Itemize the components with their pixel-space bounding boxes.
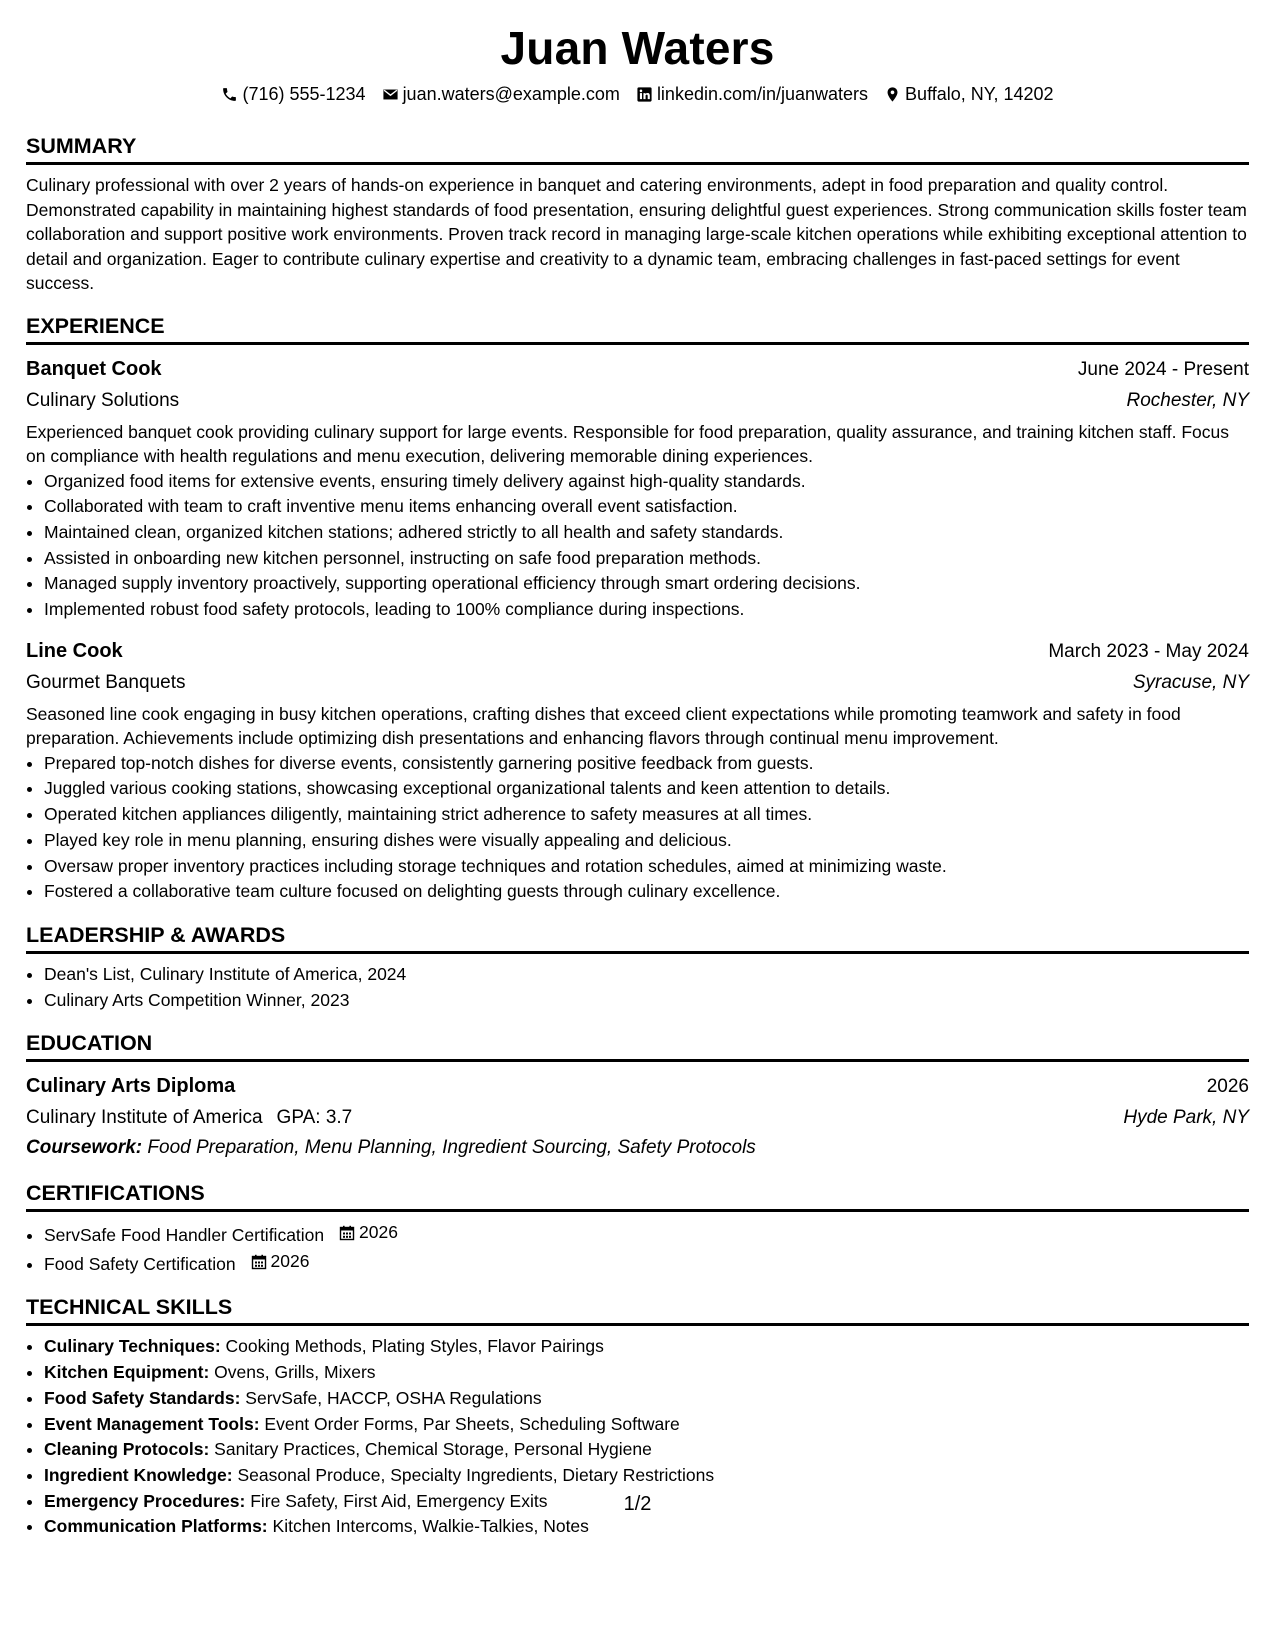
contact-phone xyxy=(221,80,365,108)
list-item xyxy=(44,1514,1249,1540)
location-text: Buffalo, NY, 14202 xyxy=(905,84,1054,104)
job-dates: June 2024 - Present xyxy=(1077,358,1249,380)
calendar-icon xyxy=(251,1254,267,1270)
candidate-name: Juan Waters xyxy=(500,22,775,74)
gpa: GPA: 3.7 xyxy=(276,1107,353,1129)
summary-text: Culinary professional with over 2 years of hands-on experience in banquet and catering environments, adept in food preparation and quality control. Demonstrated capability in maintaining highest standards of food presentation, ensuring delightful guest experiences. Strong communication skills foster team collaboration and support positive work environments. Proven track record in managing large-scale kitchen operations while exhibiting exceptional attention to detail and organization. Eager to contribute culinary expertise and creativity to a dynamic team, embracing challenges in fast-paced settings for event success. xyxy=(26,175,1247,293)
list-item: • Operated kitchen appliances diligently, maintaining strict adherence to safety measures at all times. xyxy=(44,802,1249,828)
list-item: • Implemented robust food safety protocols, leading to 100% compliance during inspections. xyxy=(44,597,1249,623)
job-company: Culinary Solutions xyxy=(26,389,180,411)
skill-label: Emergency Procedures: xyxy=(44,1490,246,1511)
linkedin-text: linkedin.com/in/juanwaters xyxy=(656,84,869,104)
job-entry xyxy=(26,635,1249,905)
page-number: 1/2 xyxy=(623,1493,652,1515)
job-entry xyxy=(26,353,1249,623)
list-item xyxy=(44,1220,1249,1249)
awards-list xyxy=(26,962,1249,1013)
job-title: Line Cook xyxy=(26,639,123,662)
list-item xyxy=(44,1412,1249,1438)
summary-section xyxy=(26,132,1249,296)
contact-linkedin[interactable] xyxy=(636,80,868,108)
job-location: Syracuse, NY xyxy=(1132,671,1249,693)
job-company: Gourmet Banquets xyxy=(26,671,186,693)
list-item: • Culinary Arts Competition Winner, 2023 xyxy=(44,988,1249,1014)
certification-name: ServSafe Food Handler Certification xyxy=(44,1225,325,1246)
skill-value: ServSafe, HACCP, OSHA Regulations xyxy=(245,1387,542,1408)
school-location: Hyde Park, NY xyxy=(1123,1107,1249,1129)
coursework-label: Coursework: xyxy=(26,1137,143,1159)
section-title-certifications: CERTIFICATIONS xyxy=(26,1179,1249,1212)
school-name: Culinary Institute of America xyxy=(26,1107,263,1129)
list-item: • Assisted in onboarding new kitchen personnel, instructing on safe food preparation methods. xyxy=(44,546,1249,572)
list-item xyxy=(44,1437,1249,1463)
list-item: • Managed supply inventory proactively, supporting operational efficiency through smart ordering decisions. xyxy=(44,571,1249,597)
job-bullets xyxy=(26,469,1249,623)
skill-value: Kitchen Intercoms, Walkie-Talkies, Notes xyxy=(272,1516,589,1537)
list-item: • Prepared top-notch dishes for diverse events, consistently garnering positive feedback from guests. xyxy=(44,751,1249,777)
experience-section xyxy=(26,312,1249,905)
skill-value: Sanitary Practices, Chemical Storage, Personal Hygiene xyxy=(214,1439,652,1460)
phone-text: (716) 555-1234 xyxy=(242,84,366,104)
skill-value: Ovens, Grills, Mixers xyxy=(214,1362,376,1383)
list-item xyxy=(44,1249,1249,1278)
map-pin-icon xyxy=(884,86,901,103)
list-item: • Maintained clean, organized kitchen stations; adhered strictly to all health and safety standards. xyxy=(44,520,1249,546)
calendar-icon xyxy=(339,1225,355,1241)
skill-label: Cleaning Protocols: xyxy=(44,1439,210,1460)
section-title-summary: SUMMARY xyxy=(26,132,1249,165)
list-item xyxy=(44,1386,1249,1412)
job-location: Rochester, NY xyxy=(1126,389,1249,411)
list-item: • Fostered a collaborative team culture focused on delighting guests through culinary excellence. xyxy=(44,879,1249,905)
skill-value: Seasonal Produce, Specialty Ingredients, Dietary Restrictions xyxy=(237,1464,715,1485)
phone-icon xyxy=(221,86,238,103)
list-item xyxy=(44,1463,1249,1489)
coursework-list: Food Preparation, Menu Planning, Ingredient Sourcing, Safety Protocols xyxy=(147,1137,756,1159)
list-item xyxy=(44,1360,1249,1386)
job-bullets xyxy=(26,751,1249,905)
coursework xyxy=(26,1133,1249,1163)
skill-value: Fire Safety, First Aid, Emergency Exits xyxy=(250,1490,548,1511)
awards-section xyxy=(26,921,1249,1013)
education-section xyxy=(26,1029,1249,1163)
contact-bar xyxy=(26,80,1249,108)
list-item: • Collaborated with team to craft inventive menu items enhancing overall event satisfaction. xyxy=(44,494,1249,520)
skill-label: Communication Platforms: xyxy=(44,1516,268,1537)
section-title-education: EDUCATION xyxy=(26,1029,1249,1062)
certification-year: 2026 xyxy=(270,1250,310,1271)
certification-year: 2026 xyxy=(359,1222,398,1243)
job-description: Experienced banquet cook providing culinary support for large events. Responsible for food preparation, quality assurance, and training kitchen staff. Focus on compliance with health regulations and menu execution, delivering memorable dining experiences. xyxy=(26,421,1230,466)
section-title-experience: EXPERIENCE xyxy=(26,312,1249,345)
degree-title: Culinary Arts Diploma xyxy=(26,1075,236,1098)
email-text: juan.waters@example.com xyxy=(402,84,620,104)
skill-label: Ingredient Knowledge: xyxy=(44,1464,233,1485)
section-title-awards: LEADERSHIP & AWARDS xyxy=(26,921,1249,954)
contact-email[interactable] xyxy=(382,80,620,108)
list-item xyxy=(44,1334,1249,1360)
list-item: • Oversaw proper inventory practices including storage techniques and rotation schedules, aimed at minimizing waste. xyxy=(44,854,1249,880)
certifications-list xyxy=(26,1220,1249,1277)
skill-label: Kitchen Equipment: xyxy=(44,1362,210,1383)
job-dates: March 2023 - May 2024 xyxy=(1048,640,1249,662)
school-info xyxy=(26,1103,352,1133)
graduation-year: 2026 xyxy=(1206,1076,1249,1098)
skill-value: Event Order Forms, Par Sheets, Scheduling Software xyxy=(264,1413,680,1434)
certification-date xyxy=(339,1220,398,1246)
skill-label: Event Management Tools: xyxy=(44,1413,260,1434)
list-item: • Played key role in menu planning, ensuring dishes were visually appealing and delicious. xyxy=(44,828,1249,854)
skill-value: Cooking Methods, Plating Styles, Flavor Pairings xyxy=(225,1336,604,1357)
certification-date xyxy=(251,1249,310,1275)
job-description: Seasoned line cook engaging in busy kitchen operations, crafting dishes that exceed client expectations while promoting teamwork and safety in food preparation. Achievements include optimizing dish presentations and enhancing flavors through continual menu improvement. xyxy=(26,703,1181,749)
envelope-icon xyxy=(382,86,399,103)
certification-name: Food Safety Certification xyxy=(44,1253,236,1274)
linkedin-icon xyxy=(636,86,653,103)
skill-label: Food Safety Standards: xyxy=(44,1387,241,1408)
list-item: • Organized food items for extensive events, ensuring timely delivery against high-quality standards. xyxy=(44,469,1249,495)
job-title: Banquet Cook xyxy=(26,357,162,380)
contact-location xyxy=(884,80,1053,108)
section-title-skills: TECHNICAL SKILLS xyxy=(26,1293,1249,1326)
resume-page xyxy=(26,18,1249,1540)
list-item: • Juggled various cooking stations, showcasing exceptional organizational talents and keen attention to details. xyxy=(44,776,1249,802)
list-item: • Dean's List, Culinary Institute of America, 2024 xyxy=(44,962,1249,988)
skill-label: Culinary Techniques: xyxy=(44,1336,221,1357)
certifications-section xyxy=(26,1179,1249,1277)
